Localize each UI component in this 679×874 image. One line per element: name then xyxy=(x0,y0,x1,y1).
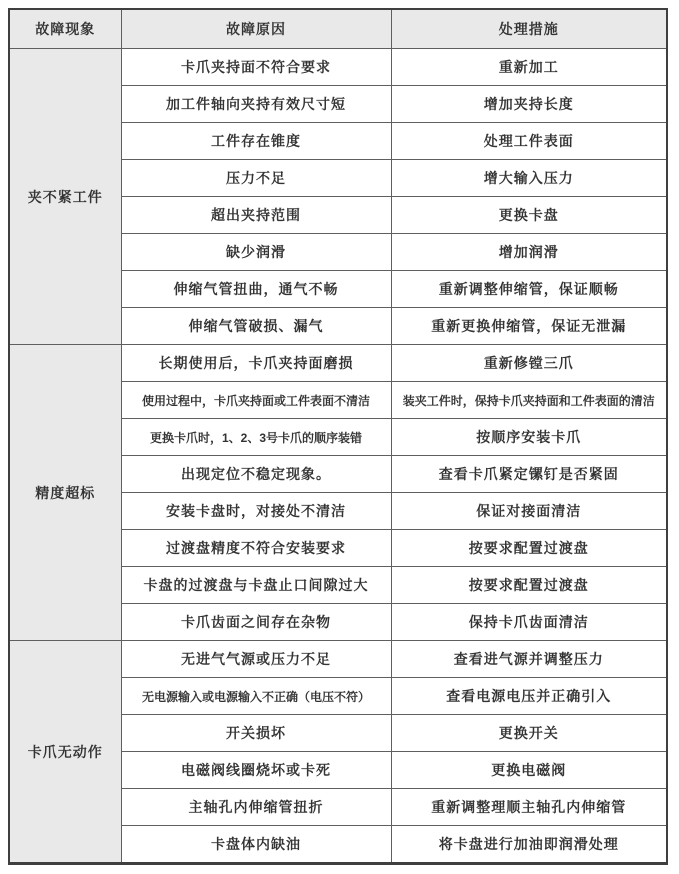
cause-cell: 主轴孔内伸缩管扭折 xyxy=(121,789,391,826)
cause-cell: 无进气气源或压力不足 xyxy=(121,641,391,678)
table-body xyxy=(9,49,667,864)
cause-cell: 超出夹持范围 xyxy=(121,197,391,234)
cause-cell: 伸缩气管破损、漏气 xyxy=(121,308,391,345)
cause-cell: 更换卡爪时，1、2、3号卡爪的顺序装错 xyxy=(121,419,391,456)
phenomenon-cell: 夹不紧工件 xyxy=(9,49,121,345)
action-cell: 增加润滑 xyxy=(391,234,667,271)
action-cell: 查看进气源并调整压力 xyxy=(391,641,667,678)
action-cell: 查看卡爪紧定镙钉是否紧固 xyxy=(391,456,667,493)
table-row xyxy=(9,49,667,86)
header-action: 处理措施 xyxy=(391,9,667,49)
action-cell: 处理工件表面 xyxy=(391,123,667,160)
action-cell: 重新调整伸缩管，保证顺畅 xyxy=(391,271,667,308)
action-cell: 更换电磁阀 xyxy=(391,752,667,789)
phenomenon-cell: 卡爪无动作 xyxy=(9,641,121,864)
action-cell: 增加夹持长度 xyxy=(391,86,667,123)
header-cause: 故障原因 xyxy=(121,9,391,49)
header-phenomenon: 故障现象 xyxy=(9,9,121,49)
table-row xyxy=(9,641,667,678)
action-cell: 装夹工件时，保持卡爪夹持面和工件表面的清洁 xyxy=(391,382,667,419)
cause-cell: 过渡盘精度不符合安装要求 xyxy=(121,530,391,567)
action-cell: 更换卡盘 xyxy=(391,197,667,234)
troubleshooting-table xyxy=(8,8,668,865)
action-cell: 更换开关 xyxy=(391,715,667,752)
cause-cell: 卡爪夹持面不符合要求 xyxy=(121,49,391,86)
action-cell: 保证对接面清洁 xyxy=(391,493,667,530)
action-cell: 按顺序安装卡爪 xyxy=(391,419,667,456)
cause-cell: 伸缩气管扭曲，通气不畅 xyxy=(121,271,391,308)
cause-cell: 长期使用后，卡爪夹持面磨损 xyxy=(121,345,391,382)
cause-cell: 开关损坏 xyxy=(121,715,391,752)
cause-cell: 压力不足 xyxy=(121,160,391,197)
cause-cell: 无电源输入或电源输入不正确（电压不符） xyxy=(121,678,391,715)
action-cell: 按要求配置过渡盘 xyxy=(391,530,667,567)
phenomenon-cell: 精度超标 xyxy=(9,345,121,641)
cause-cell: 安装卡盘时，对接处不清洁 xyxy=(121,493,391,530)
cause-cell: 使用过程中，卡爪夹持面或工件表面不清洁 xyxy=(121,382,391,419)
action-cell: 保持卡爪齿面清洁 xyxy=(391,604,667,641)
action-cell: 重新调整理顺主轴孔内伸缩管 xyxy=(391,789,667,826)
cause-cell: 卡盘体内缺油 xyxy=(121,826,391,864)
action-cell: 查看电源电压并正确引入 xyxy=(391,678,667,715)
action-cell: 将卡盘进行加油即润滑处理 xyxy=(391,826,667,864)
cause-cell: 工件存在锥度 xyxy=(121,123,391,160)
table-row xyxy=(9,345,667,382)
table-header-row xyxy=(9,9,667,49)
action-cell: 增大输入压力 xyxy=(391,160,667,197)
action-cell: 重新更换伸缩管，保证无泄漏 xyxy=(391,308,667,345)
cause-cell: 卡爪齿面之间存在杂物 xyxy=(121,604,391,641)
cause-cell: 出现定位不稳定现象。 xyxy=(121,456,391,493)
cause-cell: 加工件轴向夹持有效尺寸短 xyxy=(121,86,391,123)
cause-cell: 缺少润滑 xyxy=(121,234,391,271)
action-cell: 按要求配置过渡盘 xyxy=(391,567,667,604)
cause-cell: 卡盘的过渡盘与卡盘止口间隙过大 xyxy=(121,567,391,604)
action-cell: 重新加工 xyxy=(391,49,667,86)
action-cell: 重新修镗三爪 xyxy=(391,345,667,382)
cause-cell: 电磁阀线圈烧坏或卡死 xyxy=(121,752,391,789)
